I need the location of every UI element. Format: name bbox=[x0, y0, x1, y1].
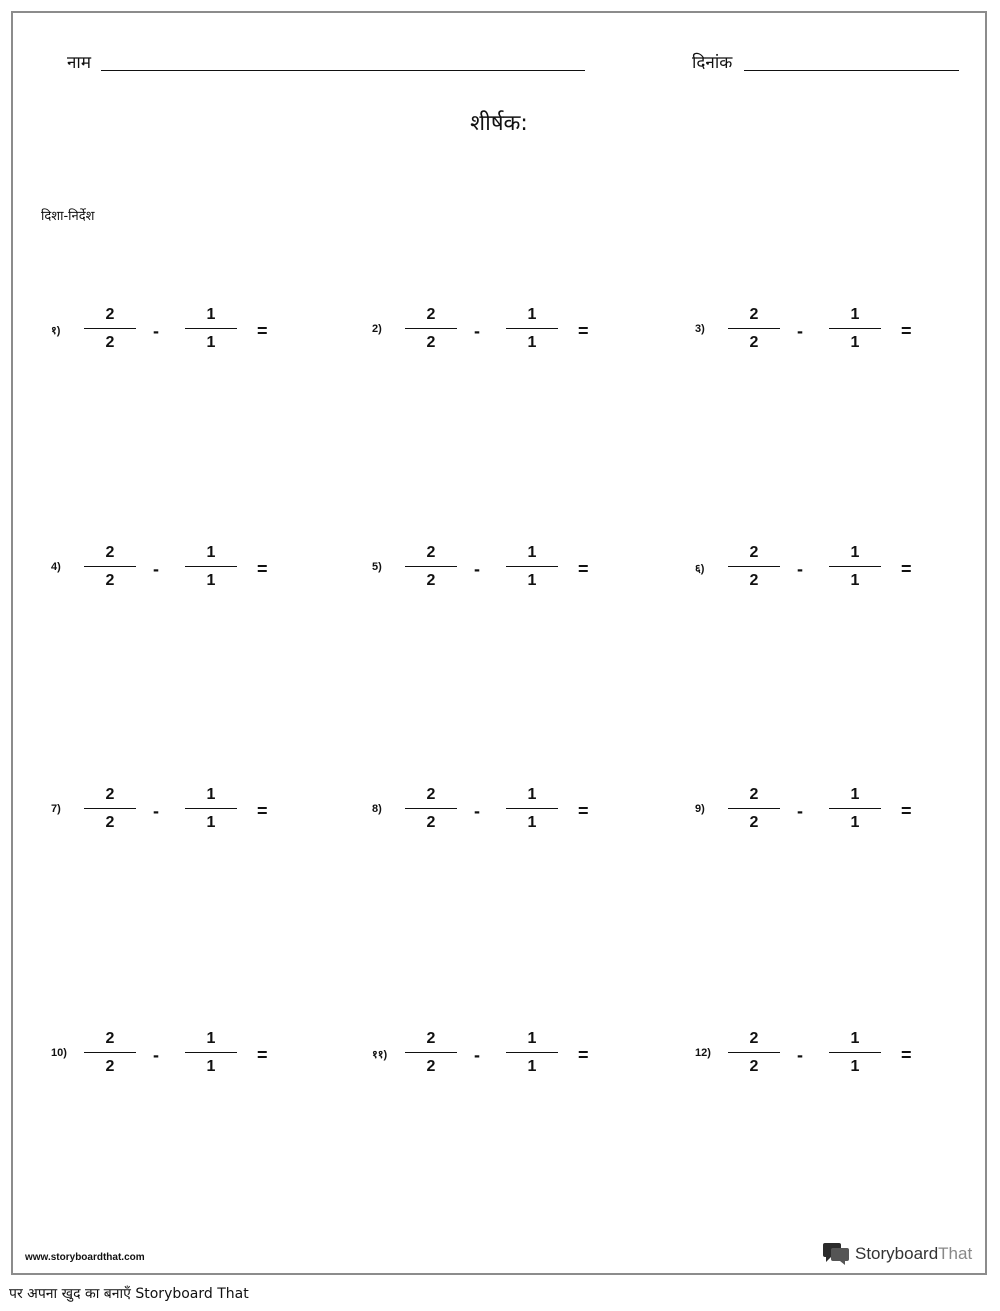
fraction-a-denominator: 2 bbox=[749, 334, 759, 351]
fraction-a-numerator: 2 bbox=[426, 786, 436, 803]
fraction-b bbox=[829, 305, 881, 353]
fraction-b-bar bbox=[506, 1052, 558, 1053]
minus-sign: - bbox=[153, 801, 159, 821]
credit-line: पर अपना खुद का बनाएँ Storyboard That bbox=[9, 1286, 249, 1302]
minus-sign: - bbox=[797, 559, 803, 579]
fraction-b-numerator: 1 bbox=[850, 544, 860, 561]
fraction-a-bar bbox=[728, 328, 780, 329]
fraction-a bbox=[728, 1029, 780, 1077]
fraction-b-denominator: 1 bbox=[527, 334, 537, 351]
fraction-b-bar bbox=[185, 1052, 237, 1053]
fraction-a-denominator: 2 bbox=[426, 572, 436, 589]
equals-sign: = bbox=[257, 801, 268, 821]
fraction-b-bar bbox=[185, 566, 237, 567]
fraction-b-denominator: 1 bbox=[527, 572, 537, 589]
fraction-a-bar bbox=[84, 328, 136, 329]
fraction-b-bar bbox=[506, 808, 558, 809]
equals-sign: = bbox=[901, 801, 912, 821]
problem-number: 8) bbox=[372, 803, 382, 815]
fraction-b bbox=[506, 785, 558, 833]
fraction-b-numerator: 1 bbox=[206, 544, 216, 561]
problem-number: 7) bbox=[51, 803, 61, 815]
fraction-a bbox=[84, 1029, 136, 1077]
minus-sign: - bbox=[474, 801, 480, 821]
fraction-b bbox=[185, 305, 237, 353]
fraction-a-numerator: 2 bbox=[749, 1030, 759, 1047]
fraction-a-numerator: 2 bbox=[105, 786, 115, 803]
logo-text-dark: Storyboard bbox=[855, 1244, 939, 1263]
fraction-b bbox=[185, 543, 237, 591]
fraction-a-bar bbox=[405, 808, 457, 809]
fraction-a bbox=[84, 785, 136, 833]
equals-sign: = bbox=[257, 321, 268, 341]
fraction-a-bar bbox=[84, 808, 136, 809]
equals-sign: = bbox=[578, 1045, 589, 1065]
fraction-b-denominator: 1 bbox=[527, 814, 537, 831]
fraction-b-denominator: 1 bbox=[206, 334, 216, 351]
fraction-b-numerator: 1 bbox=[850, 1030, 860, 1047]
fraction-a-denominator: 2 bbox=[749, 814, 759, 831]
fraction-b bbox=[829, 543, 881, 591]
equals-sign: = bbox=[901, 321, 912, 341]
fraction-a-denominator: 2 bbox=[749, 572, 759, 589]
fraction-a bbox=[405, 785, 457, 833]
fraction-a-bar bbox=[405, 328, 457, 329]
fraction-a-denominator: 2 bbox=[105, 814, 115, 831]
fraction-b-denominator: 1 bbox=[850, 814, 860, 831]
date-label: दिनांक bbox=[692, 53, 733, 73]
fraction-b-denominator: 1 bbox=[206, 572, 216, 589]
fraction-a bbox=[405, 1029, 457, 1077]
fraction-a-numerator: 2 bbox=[426, 1030, 436, 1047]
directions-label: दिशा-निर्देश bbox=[41, 209, 95, 224]
fraction-b bbox=[185, 785, 237, 833]
fraction-b-denominator: 1 bbox=[850, 572, 860, 589]
fraction-a-numerator: 2 bbox=[426, 306, 436, 323]
fraction-b-denominator: 1 bbox=[527, 1058, 537, 1075]
equals-sign: = bbox=[901, 1045, 912, 1065]
problem-number: 4) bbox=[51, 561, 61, 573]
fraction-a-denominator: 2 bbox=[426, 814, 436, 831]
problem-number: 12) bbox=[695, 1047, 711, 1059]
problem-1 bbox=[51, 305, 311, 365]
fraction-b bbox=[185, 1029, 237, 1077]
fraction-b-numerator: 1 bbox=[850, 306, 860, 323]
fraction-b-denominator: 1 bbox=[206, 1058, 216, 1075]
minus-sign: - bbox=[797, 321, 803, 341]
equals-sign: = bbox=[578, 321, 589, 341]
minus-sign: - bbox=[797, 801, 803, 821]
problem-number: 9) bbox=[695, 803, 705, 815]
fraction-a-bar bbox=[84, 1052, 136, 1053]
fraction-a-bar bbox=[84, 566, 136, 567]
fraction-a-numerator: 2 bbox=[105, 1030, 115, 1047]
fraction-b bbox=[506, 543, 558, 591]
fraction-b-numerator: 1 bbox=[527, 786, 537, 803]
fraction-b-bar bbox=[829, 566, 881, 567]
equals-sign: = bbox=[257, 559, 268, 579]
fraction-b-denominator: 1 bbox=[850, 1058, 860, 1075]
problem-10 bbox=[51, 1029, 311, 1089]
fraction-a bbox=[728, 305, 780, 353]
fraction-a-denominator: 2 bbox=[426, 334, 436, 351]
minus-sign: - bbox=[153, 321, 159, 341]
fraction-a-bar bbox=[728, 1052, 780, 1053]
fraction-b bbox=[506, 305, 558, 353]
fraction-a-numerator: 2 bbox=[749, 544, 759, 561]
problem-number: 3) bbox=[695, 323, 705, 335]
fraction-a bbox=[405, 543, 457, 591]
problem-9 bbox=[695, 785, 955, 845]
problem-11 bbox=[372, 1029, 632, 1089]
fraction-b-bar bbox=[185, 328, 237, 329]
problem-number: 10) bbox=[51, 1047, 67, 1059]
minus-sign: - bbox=[153, 1045, 159, 1065]
problem-number: ६) bbox=[695, 563, 705, 575]
equals-sign: = bbox=[901, 559, 912, 579]
problem-number: 5) bbox=[372, 561, 382, 573]
fraction-b-bar bbox=[506, 328, 558, 329]
fraction-a-denominator: 2 bbox=[426, 1058, 436, 1075]
fraction-b-numerator: 1 bbox=[206, 306, 216, 323]
fraction-b-numerator: 1 bbox=[527, 1030, 537, 1047]
fraction-a-bar bbox=[728, 808, 780, 809]
fraction-b-denominator: 1 bbox=[850, 334, 860, 351]
fraction-b-numerator: 1 bbox=[206, 786, 216, 803]
fraction-b-bar bbox=[829, 808, 881, 809]
name-label: नाम bbox=[67, 53, 92, 73]
logo-text-light: That bbox=[938, 1244, 973, 1263]
fraction-b-bar bbox=[829, 1052, 881, 1053]
date-line bbox=[744, 70, 959, 71]
name-line bbox=[101, 70, 585, 71]
problem-3 bbox=[695, 305, 955, 365]
minus-sign: - bbox=[797, 1045, 803, 1065]
minus-sign: - bbox=[474, 559, 480, 579]
fraction-a-denominator: 2 bbox=[105, 1058, 115, 1075]
fraction-b-numerator: 1 bbox=[206, 1030, 216, 1047]
fraction-a bbox=[728, 543, 780, 591]
worksheet-page bbox=[11, 11, 987, 1275]
problem-number: 2) bbox=[372, 323, 382, 335]
fraction-a bbox=[84, 305, 136, 353]
fraction-a-numerator: 2 bbox=[105, 544, 115, 561]
fraction-a-bar bbox=[728, 566, 780, 567]
fraction-a-denominator: 2 bbox=[749, 1058, 759, 1075]
fraction-b bbox=[506, 1029, 558, 1077]
problem-number: १) bbox=[51, 325, 61, 337]
storyboardthat-logo bbox=[823, 1243, 972, 1265]
problem-8 bbox=[372, 785, 632, 845]
minus-sign: - bbox=[474, 1045, 480, 1065]
fraction-a-denominator: 2 bbox=[105, 334, 115, 351]
fraction-a-denominator: 2 bbox=[105, 572, 115, 589]
fraction-b-numerator: 1 bbox=[850, 786, 860, 803]
fraction-a-numerator: 2 bbox=[749, 786, 759, 803]
fraction-a-numerator: 2 bbox=[426, 544, 436, 561]
problem-4 bbox=[51, 543, 311, 603]
fraction-a-numerator: 2 bbox=[749, 306, 759, 323]
speech-bubbles-icon bbox=[823, 1243, 849, 1265]
problem-12 bbox=[695, 1029, 955, 1089]
fraction-a-bar bbox=[405, 566, 457, 567]
fraction-a bbox=[405, 305, 457, 353]
equals-sign: = bbox=[257, 1045, 268, 1065]
footer-url: www.storyboardthat.com bbox=[25, 1252, 145, 1263]
minus-sign: - bbox=[153, 559, 159, 579]
fraction-b bbox=[829, 1029, 881, 1077]
fraction-b bbox=[829, 785, 881, 833]
fraction-b-bar bbox=[506, 566, 558, 567]
fraction-a-numerator: 2 bbox=[105, 306, 115, 323]
worksheet-title: शीर्षक: bbox=[470, 111, 528, 136]
fraction-a bbox=[728, 785, 780, 833]
minus-sign: - bbox=[474, 321, 480, 341]
fraction-b-denominator: 1 bbox=[206, 814, 216, 831]
equals-sign: = bbox=[578, 801, 589, 821]
fraction-b-bar bbox=[829, 328, 881, 329]
fraction-a-bar bbox=[405, 1052, 457, 1053]
fraction-b-numerator: 1 bbox=[527, 544, 537, 561]
problem-number: ११) bbox=[372, 1049, 388, 1061]
fraction-b-numerator: 1 bbox=[527, 306, 537, 323]
problem-5 bbox=[372, 543, 632, 603]
problem-6 bbox=[695, 543, 955, 603]
equals-sign: = bbox=[578, 559, 589, 579]
fraction-a bbox=[84, 543, 136, 591]
fraction-b-bar bbox=[185, 808, 237, 809]
problem-7 bbox=[51, 785, 311, 845]
problem-2 bbox=[372, 305, 632, 365]
